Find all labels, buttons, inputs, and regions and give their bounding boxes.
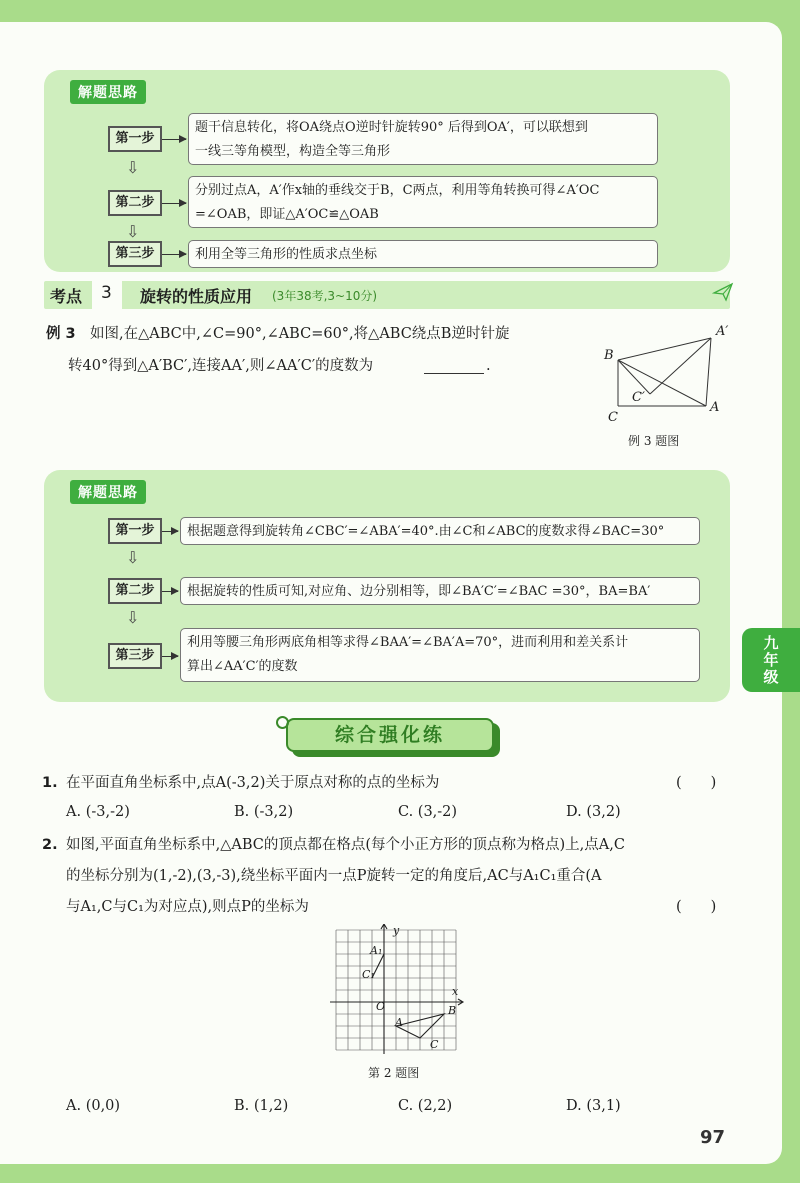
grid-lines [336,930,459,1050]
fig2-caption: 第 2 题图 [368,1066,420,1080]
panel1-step1-text [188,113,658,165]
panel2-step1-arrow [162,531,178,532]
segment-C-prime-A-prime [650,338,711,394]
down-arrow-icon: ⇩ [126,158,140,177]
q2-option-c[interactable]: C. (2,2) [398,1098,453,1114]
bottom-stripe [0,1164,800,1183]
section-title: 综合强化练 [334,724,445,746]
q2-line1: 如图,平面直角坐标系中,△ABC的顶点都在格点(每个小正方形的顶点称为格点)上,点A,C [66,837,625,853]
fig3-caption: 例 3 题图 [628,434,680,448]
q1-option-d[interactable]: D. (3,2) [566,804,621,820]
fig2-label-y: y [393,924,400,937]
text-line: 一线三等角模型，构造全等三角形 [195,144,391,159]
q1-option-a[interactable]: A. (-3,-2) [66,804,130,820]
example3-label: 例 3 [46,326,76,342]
q2-number: 2. [42,837,58,853]
text-line: 算出∠AA′C′的度数 [187,659,298,674]
fig2-label-C: C [430,1038,439,1051]
fig2-label-A: A [395,1016,403,1029]
example3-line1: 如图,在△ABC中,∠C=90°,∠ABC=60°,将△ABC绕点B逆时针旋 [90,326,510,342]
kaodian-note: (3年38考,3~10分) [272,289,378,303]
panel1-step3-label: 第三步 [108,241,162,267]
fig3-label-C-prime: C′ [632,390,645,405]
fig2-label-A1: A₁ [370,944,383,957]
fig3-label-A-prime: A′ [716,324,729,339]
q2-bracket: ( ) [676,899,717,915]
panel1-step1-arrow [162,139,186,140]
text-line: =∠OAB，即证△A′OC≌△OAB [195,207,379,222]
example3-period: . [486,358,491,374]
panel2-tag: 解题思路 [70,480,146,504]
panel1-tag: 解题思路 [70,80,146,104]
answer-blank [424,373,484,374]
fig2-label-x: x [452,985,459,998]
text-line: 根据旋转的性质可知,对应角、边分别相等，即∠BA′C′=∠BAC =30°，BA=BA′ [187,584,651,599]
q1-option-c[interactable]: C. (3,-2) [398,804,458,820]
kaodian-number-text: 3 [101,283,112,303]
panel1-step2-arrow [162,203,186,204]
fig2-label-B: B [448,1004,457,1017]
down-arrow-icon: ⇩ [126,608,140,627]
panel2-step1-label: 第一步 [108,518,162,544]
segment-BC-prime [618,360,650,394]
side-tab-char: 九 [763,634,779,652]
panel2-step2-label: 第二步 [108,578,162,604]
text-line: 题干信息转化，将OA绕点O逆时针旋转90° 后得到OA′，可以联想到 [195,120,588,135]
segment-BA-prime [618,338,711,360]
fig2-label-C1: C₁ [362,968,375,981]
q2-line3: 与A₁,C与C₁为对应点),则点P的坐标为 [66,899,309,915]
fig3-label-B: B [604,348,614,363]
example3-line2: 转40°得到△A′BC′,连接AA′,则∠AA′C′的度数为 [68,358,374,374]
kaodian-title: 旋转的性质应用 [140,287,253,306]
panel1-step3-text [188,240,658,268]
q1-text: 在平面直角坐标系中,点A(-3,2)关于原点对称的点的坐标为 [66,775,440,791]
panel2-step3-text [180,628,700,682]
grade-side-tab [742,628,800,692]
q2-grid-figure [330,924,466,1060]
text-line: 利用等腰三角形两底角相等求得∠BAA′=∠BA′A=70°，进而利用和差关系计 [187,635,629,650]
q2-option-d[interactable]: D. (3,1) [566,1098,621,1114]
text-line: 分别过点A，A′作x轴的垂线交于B，C两点，利用等角转换可得∠A′OC [195,183,600,198]
fig3-label-C: C [608,410,618,425]
panel2-step2-arrow [162,591,178,592]
fig3-label-A: A [710,400,720,415]
down-arrow-icon: ⇩ [126,222,140,241]
q1-option-b[interactable]: B. (-3,2) [234,804,294,820]
panel1-step2-text [188,176,658,228]
q1-number: 1. [42,775,58,791]
text-line: 根据题意得到旋转角∠CBC′=∠ABA′=40°.由∠C和∠ABC的度数求得∠BAC=30° [187,524,665,539]
panel1-step1-label: 第一步 [108,126,162,152]
paper-plane-icon [712,281,734,303]
panel1-step3-arrow [162,254,186,255]
side-tab-char: 年 [763,651,779,669]
panel2-step2-text [180,577,700,605]
q1-bracket: ( ) [676,775,717,791]
page-number: 97 [700,1127,726,1148]
side-tab-char: 级 [763,668,779,686]
down-arrow-icon: ⇩ [126,548,140,567]
panel2-step3-arrow [162,656,178,657]
fig2-label-O: O [376,1000,386,1013]
text-line: 利用全等三角形的性质求点坐标 [195,247,378,262]
segment-A-prime-A [706,338,711,406]
q2-line2: 的坐标分别为(1,-2),(3,-3),绕坐标平面内一点P旋转一定的角度后,AC与A₁C₁重合(A [66,868,602,884]
title-tab-icon [276,716,289,729]
q2-option-b[interactable]: B. (1,2) [234,1098,289,1114]
q2-option-a[interactable]: A. (0,0) [66,1098,121,1114]
panel2-step3-label: 第三步 [108,643,162,669]
panel2-step1-text [180,517,700,545]
section-title-box [286,718,494,752]
kaodian-label: 考点 [50,287,83,306]
panel1-step2-label: 第二步 [108,190,162,216]
